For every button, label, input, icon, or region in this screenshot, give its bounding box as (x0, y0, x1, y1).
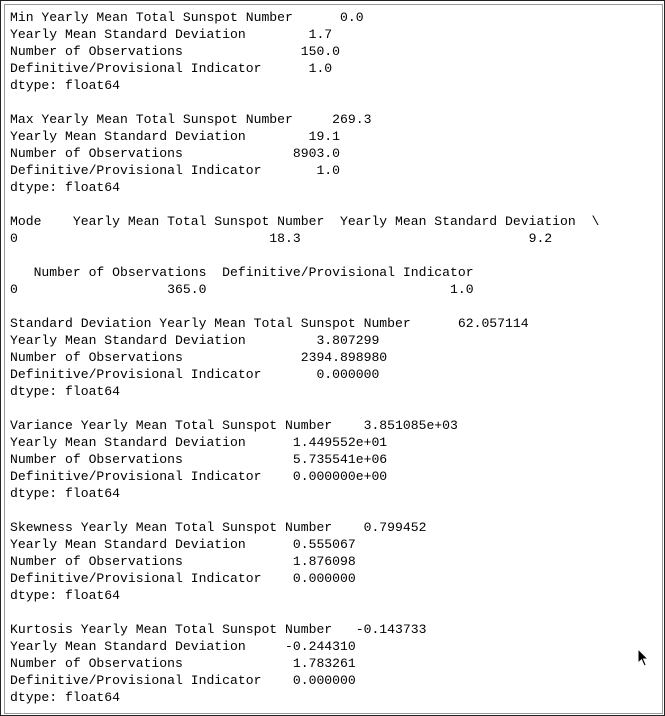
output-line: Standard Deviation Yearly Mean Total Sunspot Number 62.057114 (10, 316, 529, 331)
output-line: 0 365.0 1.0 (10, 282, 474, 297)
blank-line (10, 400, 662, 417)
blank-line (10, 196, 662, 213)
output-line: Definitive/Provisional Indicator 0.000000e+00 (10, 469, 388, 484)
output-line: dtype: float64 (10, 180, 121, 195)
output-line: Definitive/Provisional Indicator 0.000000 (10, 367, 380, 382)
output-line: Yearly Mean Standard Deviation 1.449552e+01 (10, 435, 388, 450)
output-line: dtype: float64 (10, 690, 121, 705)
output-line: Number of Observations 150.0 (10, 44, 341, 59)
output-line: dtype: float64 (10, 588, 121, 603)
output-line: 0 18.3 9.2 (10, 231, 553, 246)
output-line: Yearly Mean Standard Deviation 3.807299 (10, 333, 380, 348)
blank-line (10, 502, 662, 519)
output-line: Definitive/Provisional Indicator 1.0 (10, 163, 341, 178)
output-line: Max Yearly Mean Total Sunspot Number 269.3 (10, 112, 372, 127)
output-line: Mode Yearly Mean Total Sunspot Number Yearly Mean Standard Deviation \ (10, 214, 600, 229)
output-line: Number of Observations 1.783261 (10, 656, 356, 671)
output-line: Number of Observations 5.735541e+06 (10, 452, 388, 467)
output-line: dtype: float64 (10, 384, 121, 399)
blank-line (10, 298, 662, 315)
blank-line (10, 604, 662, 621)
output-line: Skewness Yearly Mean Total Sunspot Number 0.799452 (10, 520, 427, 535)
output-line: Yearly Mean Standard Deviation 0.555067 (10, 537, 356, 552)
output-line: Definitive/Provisional Indicator 0.000000 (10, 673, 356, 688)
output-line: Number of Observations 2394.898980 (10, 350, 388, 365)
output-line: Number of Observations 1.876098 (10, 554, 356, 569)
blank-line (10, 247, 662, 264)
output-line: dtype: float64 (10, 78, 121, 93)
output-line: Yearly Mean Standard Deviation 19.1 (10, 129, 341, 144)
output-line: Yearly Mean Standard Deviation 1.7 (10, 27, 333, 42)
output-line: dtype: float64 (10, 486, 121, 501)
mouse-pointer-icon (637, 648, 649, 668)
output-line: Number of Observations Definitive/Provisional Indicator (10, 265, 474, 280)
output-panel[interactable] (4, 4, 663, 714)
output-line: Variance Yearly Mean Total Sunspot Number 3.851085e+03 (10, 418, 458, 433)
console-output (5, 5, 662, 706)
output-line: Kurtosis Yearly Mean Total Sunspot Number -0.143733 (10, 622, 427, 637)
output-line: Definitive/Provisional Indicator 1.0 (10, 61, 333, 76)
output-line: Min Yearly Mean Total Sunspot Number 0.0 (10, 10, 364, 25)
blank-line (10, 94, 662, 111)
output-line: Yearly Mean Standard Deviation -0.244310 (10, 639, 356, 654)
output-line: Definitive/Provisional Indicator 0.000000 (10, 571, 356, 586)
output-line: Number of Observations 8903.0 (10, 146, 341, 161)
